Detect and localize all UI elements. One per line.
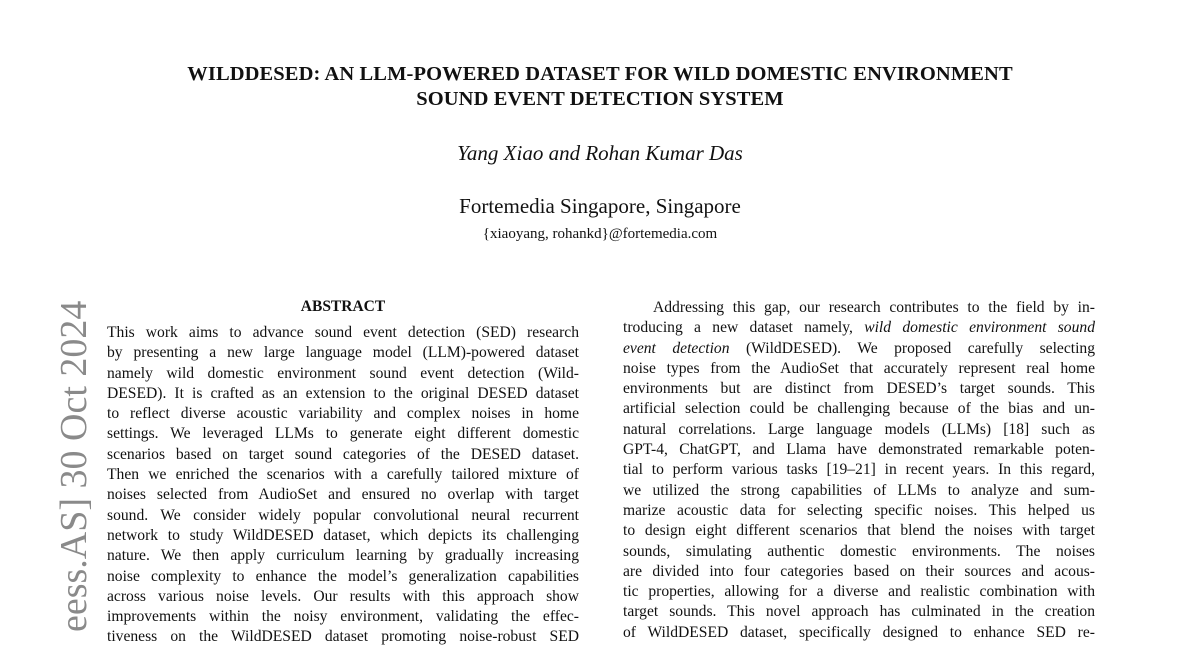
abstract-line: namely wild domestic environment sound event detection (Wild- — [107, 364, 579, 382]
body-line — [623, 339, 1095, 359]
arxiv-sidebar-id: eess.AS] 30 Oct 2024 — [53, 300, 95, 632]
abstract-line: by presenting a new large language model (LLM)-powered dataset — [107, 344, 579, 362]
body-line-text: troducing a new dataset namely, — [623, 319, 865, 337]
body-line: environments but are distinct from DESED’s target sounds. This — [623, 380, 1095, 398]
abstract-line: settings. We leveraged LLMs to generate eight different domestic — [107, 425, 579, 443]
body-text — [623, 298, 1095, 643]
abstract-line: to reflect diverse acoustic variability and complex noises in home — [107, 405, 579, 423]
paper-authors: Yang Xiao and Rohan Kumar Das — [457, 141, 743, 165]
body-line: artificial selection could be challenging because of the bias and un- — [623, 400, 1095, 418]
body-line: we utilized the strong capabilities of LLMs to analyze and sum- — [623, 481, 1095, 499]
title-line-2: SOUND EVENT DETECTION SYSTEM — [416, 88, 784, 110]
abstract-line: DESED). It is crafted as an extension to the original DESED dataset — [107, 384, 579, 402]
body-line: noise types from the AudioSet that accurately represent real home — [623, 359, 1095, 377]
abstract-line: noise complexity to enhance the model’s generalization capabilities — [107, 567, 579, 585]
body-line: of WildDESED dataset, specifically designed to enhance SED re- — [623, 623, 1095, 641]
abstract-text — [107, 323, 579, 648]
body-line: marize acoustic data for selecting specific noises. This helped us — [623, 501, 1095, 519]
dataset-name-emphasis: event detection — [623, 339, 730, 357]
paper-title — [100, 62, 1100, 112]
body-line: are divided into four categories based on their sources and acous- — [623, 562, 1095, 580]
abstract-line: tiveness on the WildDESED dataset promoting noise-robust SED — [107, 628, 579, 646]
abstract-line: improvements within the noisy environment, validating the effec- — [107, 608, 579, 626]
abstract-line: network to study WildDESED dataset, which depicts its challenging — [107, 526, 579, 544]
abstract-heading: ABSTRACT — [300, 298, 386, 315]
abstract-line: sound. We consider widely popular convolutional neural recurrent — [107, 506, 579, 524]
abstract-line: Then we enriched the scenarios with a carefully tailored mixture of — [107, 466, 579, 484]
dataset-name-emphasis: wild domestic environment sound — [864, 319, 1095, 337]
body-line: sounds, simulating authentic domestic environments. The noises — [623, 542, 1095, 560]
abstract-line: across various noise levels. Our results with this approach show — [107, 587, 579, 605]
abstract-line: noises selected from AudioSet and ensured no overlap with target — [107, 486, 579, 504]
body-line — [623, 318, 1095, 338]
body-line: tial to perform various tasks [19–21] in recent years. In this regard, — [623, 461, 1095, 479]
body-line: tic properties, allowing for a diverse and realistic combination with — [623, 583, 1095, 601]
body-line: GPT-4, ChatGPT, and Llama have demonstrated remarkable poten- — [623, 441, 1095, 459]
body-line: Addressing this gap, our research contributes to the field by in- — [653, 299, 1095, 316]
paper-affiliation: Fortemedia Singapore, Singapore — [459, 194, 741, 218]
title-line-1: WILDDESED: AN LLM-POWERED DATASET FOR WILD DOMESTIC ENVIRONMENT — [187, 63, 1013, 85]
abstract-line: scenarios based on target sound categories of the DESED dataset. — [107, 445, 579, 463]
abstract-line: This work aims to advance sound event detection (SED) research — [107, 324, 579, 341]
paper-email: {xiaoyang, rohankd}@fortemedia.com — [482, 226, 718, 242]
body-line: to design eight different scenarios that blend the noises with target — [623, 522, 1095, 540]
body-line-text: (WildDESED). We proposed carefully selecting — [729, 339, 1095, 357]
abstract-line: nature. We then apply curriculum learning by gradually increasing — [107, 547, 579, 565]
body-line: target sounds. This novel approach has culminated in the creation — [623, 603, 1095, 621]
body-line: natural correlations. Large language models (LLMs) [18] such as — [623, 420, 1095, 438]
